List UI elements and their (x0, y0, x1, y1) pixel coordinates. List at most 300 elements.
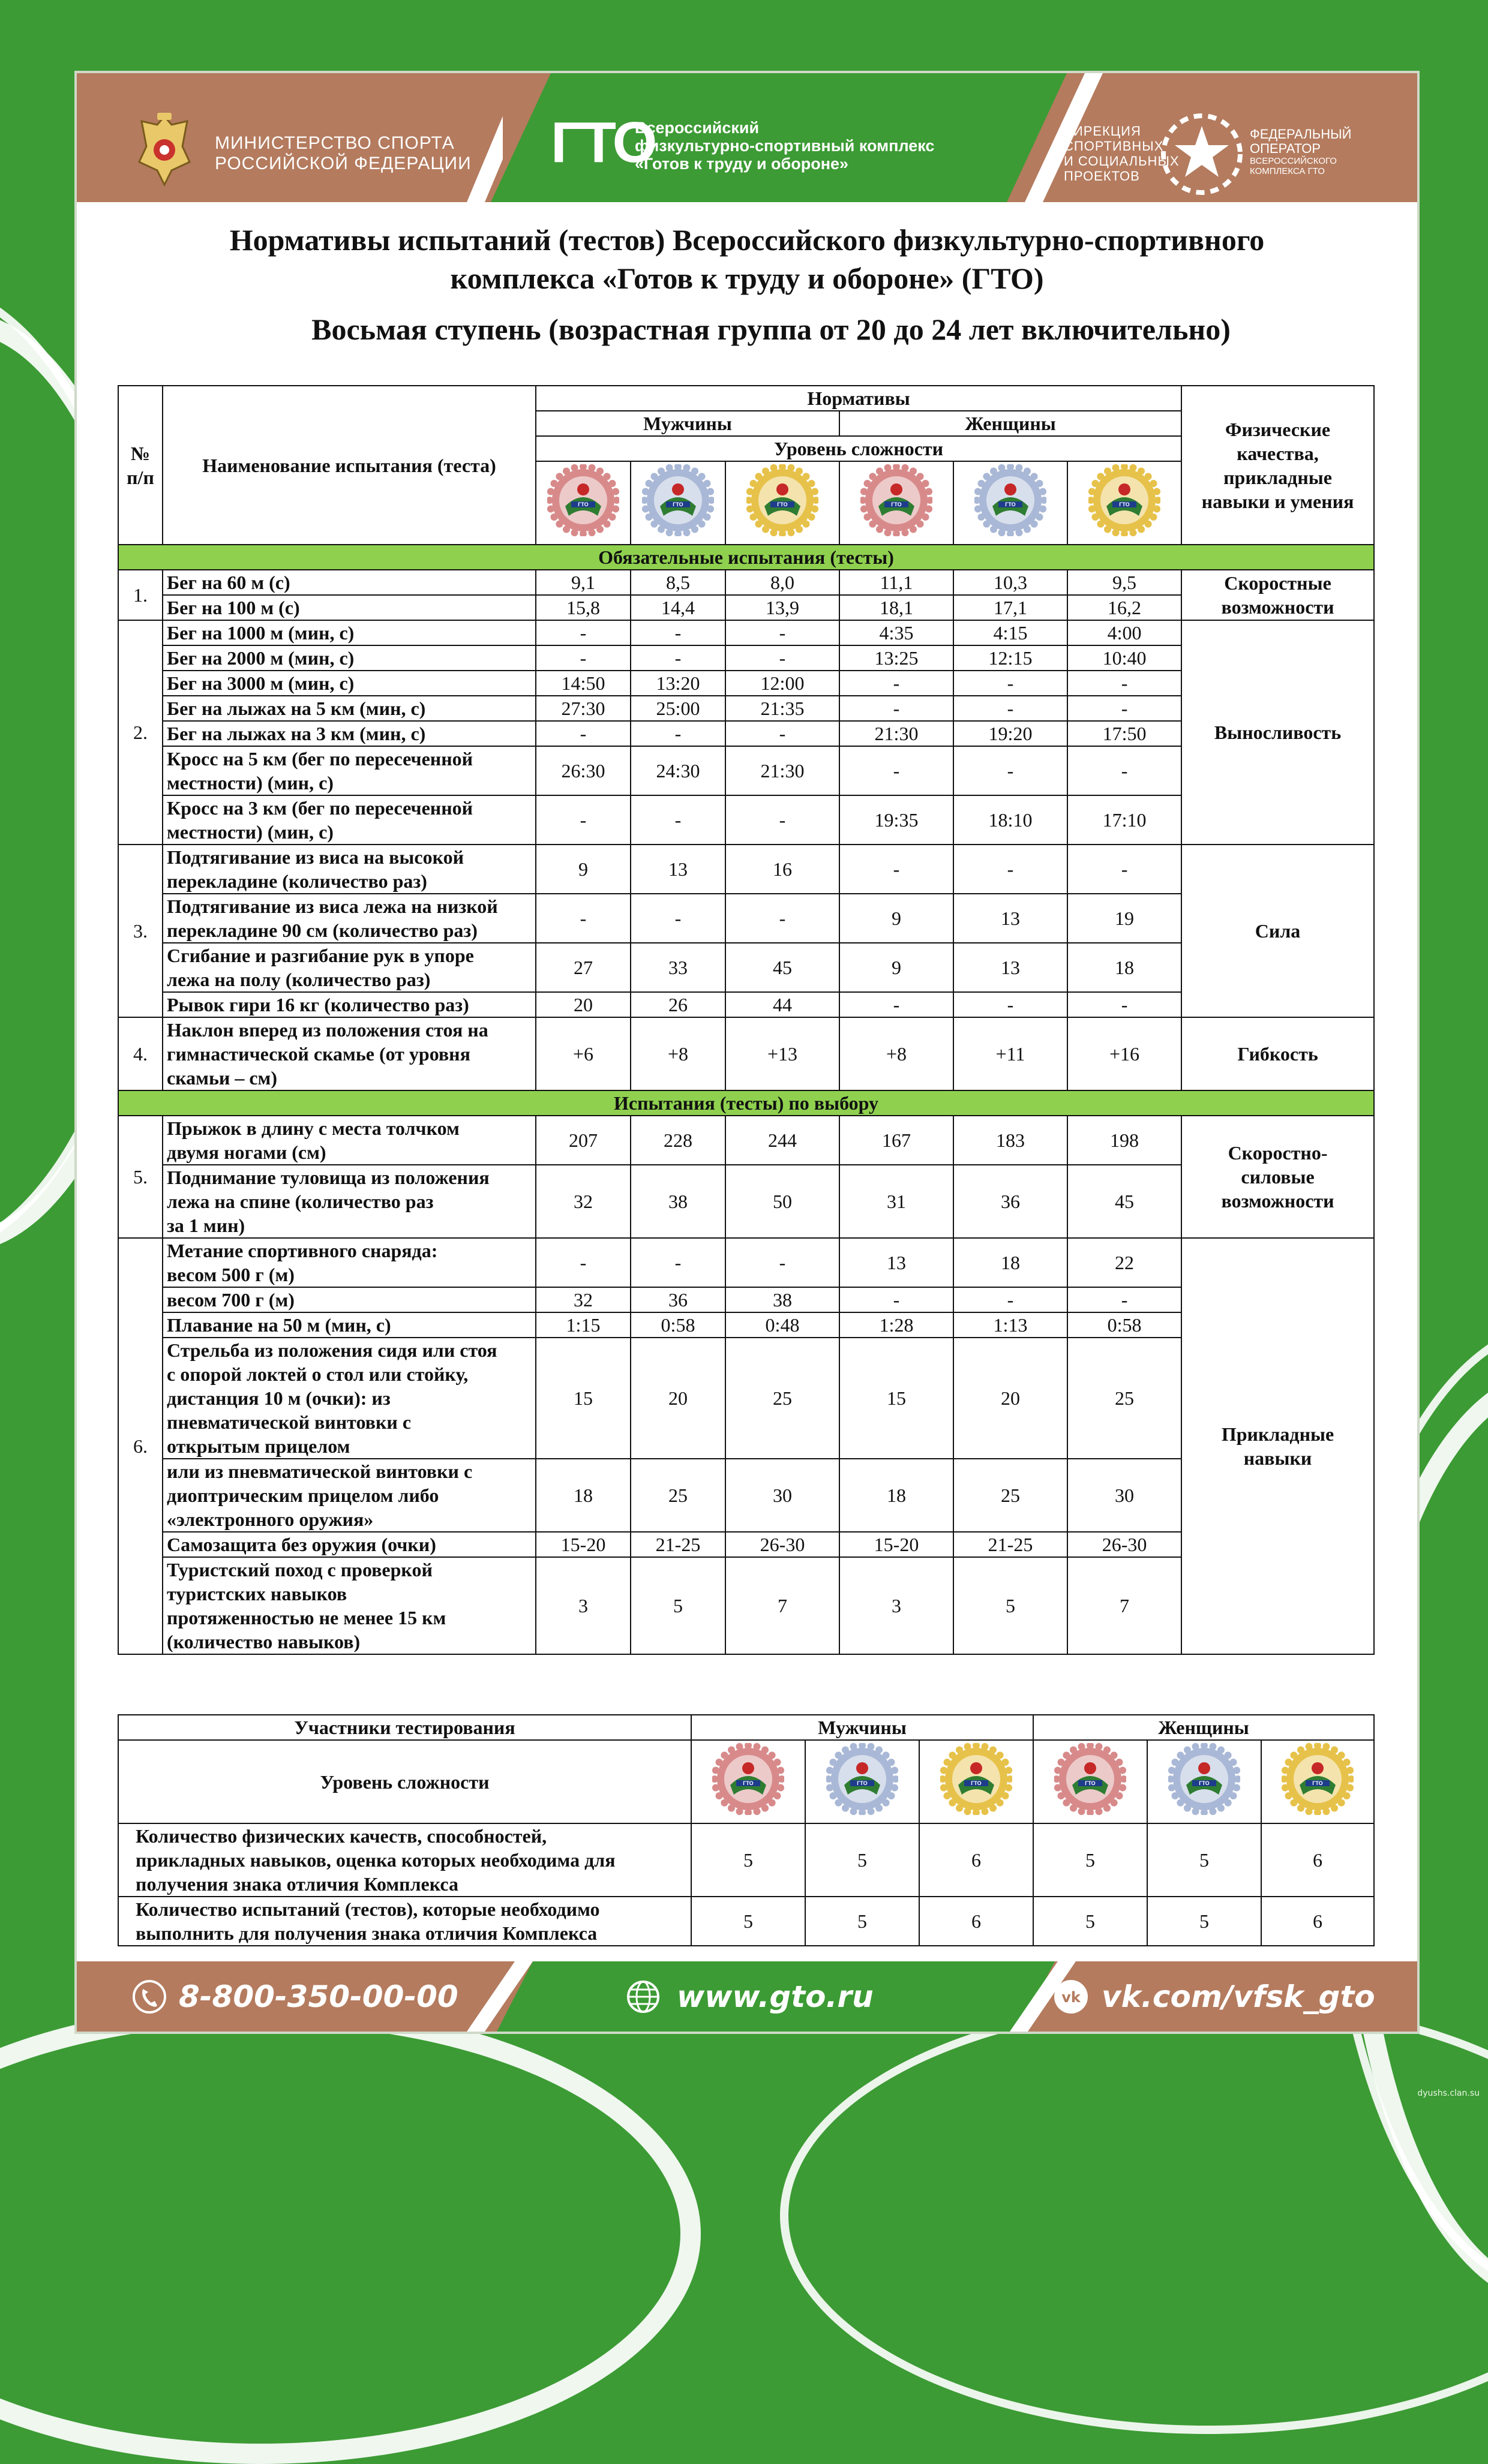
summary-badge-cell (919, 1740, 1033, 1823)
norm-value: - (536, 894, 631, 943)
title-line: комплекса «Готов к труду и обороне» (ГТО) (450, 262, 1044, 295)
test-name-line: перекладине (количество раз) (167, 870, 427, 892)
header-women: Женщины (839, 411, 1181, 436)
summary-label (118, 1823, 691, 1897)
header-stripe (467, 73, 503, 202)
summary-badge-cell (805, 1740, 919, 1823)
norm-value: 26-30 (1067, 1532, 1181, 1557)
test-name-line: Сгибание и разгибание рук в упоре (167, 945, 474, 966)
test-name-line: за 1 мин) (167, 1215, 245, 1236)
header-level: Уровень сложности (536, 436, 1181, 461)
norm-value: 9,5 (1067, 570, 1181, 595)
norm-value: 17:10 (1067, 795, 1181, 845)
test-name (163, 595, 536, 620)
section-row (118, 545, 1374, 570)
svg-text:ГТО: ГТО (673, 501, 683, 507)
bronze-badge-icon (1054, 1743, 1126, 1815)
norm-value: 21-25 (631, 1532, 725, 1557)
norm-value: 13 (953, 894, 1067, 943)
summary-label-line: прикладных навыков, оценка которых необходима для (136, 1849, 616, 1871)
header-qualities (1181, 386, 1374, 545)
watermark: dyushs.clan.su (1417, 2089, 1480, 2098)
test-name (163, 992, 536, 1017)
bronze-badge-icon (860, 464, 932, 536)
svg-text:ГТО: ГТО (971, 1780, 982, 1786)
gold-badge-icon (1088, 464, 1160, 536)
quality-cell (1181, 1017, 1374, 1090)
summary-value: 6 (1261, 1897, 1374, 1946)
test-name-line: весом 500 г (м) (167, 1264, 295, 1285)
norm-value: 0:58 (1067, 1312, 1181, 1338)
silver-badge-icon (974, 464, 1046, 536)
header-qualities-line: навыки и умения (1201, 490, 1354, 512)
row-number: 1. (118, 570, 163, 620)
test-name-line: Бег на 1000 м (мин, с) (167, 622, 355, 644)
norm-value: - (631, 894, 725, 943)
norm-value: 4:35 (839, 620, 953, 645)
quality-cell-line: возможности (1221, 1190, 1334, 1212)
table-body (118, 545, 1374, 1654)
norm-value: 26 (631, 992, 725, 1017)
summary-label-line: Количество испытаний (тестов), которые необходимо (136, 1898, 600, 1920)
test-name-line: перекладине 90 см (количество раз) (167, 920, 478, 941)
norm-value: 19:35 (839, 795, 953, 845)
table-header (118, 386, 1374, 545)
norm-value: 38 (631, 1165, 725, 1238)
summary-badge-cell (691, 1740, 805, 1823)
test-name (163, 1017, 536, 1090)
norm-value: - (1067, 696, 1181, 721)
test-name-line: открытым прицелом (167, 1435, 350, 1457)
norm-value: - (631, 645, 725, 671)
row-number: 4. (118, 1017, 163, 1090)
norm-value: 10:40 (1067, 645, 1181, 671)
badge-cell (839, 461, 953, 545)
quality-cell-line: Гибкость (1237, 1043, 1318, 1065)
test-name-line: с опорой локтей о стол или стойку, (167, 1363, 469, 1385)
norm-value: +6 (536, 1017, 631, 1090)
summary-table (118, 1714, 1375, 1946)
test-name-line: Стрельба из положения сидя или стоя (167, 1339, 497, 1361)
norm-value: 9,1 (536, 570, 631, 595)
quality-cell-line: возможности (1221, 596, 1334, 618)
quality-cell-line: силовые (1241, 1166, 1315, 1188)
test-name-line: Кросс на 3 км (бег по пересеченной (167, 797, 473, 819)
ministry-line: РОССИЙСКОЙ ФЕДЕРАЦИИ (215, 154, 472, 173)
header-men: Мужчины (536, 411, 839, 436)
norm-value: 25 (725, 1338, 839, 1459)
norm-value: - (725, 1238, 839, 1287)
norm-value: - (631, 721, 725, 746)
test-name-line: «электронного оружия» (167, 1509, 374, 1530)
footer-site[interactable]: www.gto.ru (677, 1979, 874, 2014)
silver-badge-icon (826, 1743, 898, 1815)
norm-value: 183 (953, 1116, 1067, 1165)
test-name (163, 645, 536, 671)
norm-value: - (631, 1238, 725, 1287)
norm-value: 17,1 (953, 595, 1067, 620)
header-norms: Нормативы (536, 386, 1181, 411)
operator-line: ОПЕРАТОР (1250, 141, 1321, 156)
header-qualities-line: качества, (1237, 442, 1319, 464)
summary-value: 5 (691, 1823, 805, 1897)
test-name-line: двумя ногами (см) (167, 1141, 326, 1163)
quality-cell-line: Выносливость (1214, 722, 1342, 743)
norm-value: 26-30 (725, 1532, 839, 1557)
norm-value: 38 (725, 1287, 839, 1312)
norm-value: +16 (1067, 1017, 1181, 1090)
norm-value: 3 (839, 1557, 953, 1654)
norm-value: - (953, 696, 1067, 721)
norm-value: - (725, 620, 839, 645)
norm-value: 18 (536, 1459, 631, 1532)
svg-text:ГТО: ГТО (857, 1780, 868, 1786)
svg-text:vk: vk (1061, 1989, 1081, 2006)
test-name-line: диоптрическим прицелом либо (167, 1485, 439, 1506)
norm-value: 13:20 (631, 671, 725, 696)
norm-value: - (725, 645, 839, 671)
page-title (77, 221, 1417, 298)
norm-value: 22 (1067, 1238, 1181, 1287)
norm-value: - (1067, 671, 1181, 696)
test-name-line: Бег на 100 м (с) (167, 597, 300, 618)
summary-badge-row (118, 1740, 1374, 1823)
header-num (118, 386, 163, 545)
test-name (163, 620, 536, 645)
test-name-line: туристских навыков (167, 1583, 347, 1604)
summary-value: 5 (691, 1897, 805, 1946)
complex-line: «Готов к труду и обороне» (635, 155, 849, 173)
norm-value: 4:15 (953, 620, 1067, 645)
norm-value: - (839, 746, 953, 795)
norm-value: 20 (953, 1338, 1067, 1459)
test-name-line: или из пневматической винтовки с (167, 1461, 473, 1482)
norm-value: 228 (631, 1116, 725, 1165)
test-name (163, 696, 536, 721)
test-name-line: Бег на лыжах на 5 км (мин, с) (167, 698, 426, 719)
test-name-line: весом 700 г (м) (167, 1289, 295, 1311)
norm-value: 15,8 (536, 595, 631, 620)
norm-value: - (1067, 1287, 1181, 1312)
test-name (163, 1459, 536, 1532)
quality-cell-line: Скоростные (1224, 572, 1331, 594)
quality-cell-line: навыки (1243, 1447, 1312, 1469)
norm-value: 20 (536, 992, 631, 1017)
badge-cell (1067, 461, 1181, 545)
gold-badge-icon (940, 1743, 1012, 1815)
operator-line: ВСЕРОССИЙСКОГО (1250, 156, 1337, 166)
summary-level: Уровень сложности (118, 1740, 691, 1823)
footer-band (77, 1961, 1417, 2032)
header-num-line: № (130, 442, 151, 464)
norm-value: - (839, 992, 953, 1017)
quality-cell (1181, 1116, 1374, 1238)
gto-logo: ГТО (551, 110, 655, 175)
quality-cell-line: Скоростно- (1228, 1142, 1328, 1164)
norm-value: 24:30 (631, 746, 725, 795)
test-name (163, 1338, 536, 1459)
norm-value: 9 (839, 943, 953, 992)
norm-value: - (839, 1287, 953, 1312)
test-name-line: местности) (мин, с) (167, 821, 334, 843)
summary-value: 5 (1033, 1897, 1147, 1946)
summary-label-line: получения знака отличия Комплекса (136, 1873, 458, 1895)
norm-value: - (536, 795, 631, 845)
globe-icon (626, 1979, 661, 2014)
test-name-line: лежа на спине (количество раз (167, 1191, 434, 1212)
summary-label-line: Количество физических качеств, способностей, (136, 1825, 547, 1847)
test-name (163, 894, 536, 943)
test-name (163, 1557, 536, 1654)
norm-value: 9 (839, 894, 953, 943)
test-name-line: Туристский поход с проверкой (167, 1559, 433, 1580)
header-name: Наименование испытания (теста) (163, 386, 536, 545)
bronze-badge-icon (547, 464, 619, 536)
norm-value: - (1067, 746, 1181, 795)
quality-cell (1181, 570, 1374, 620)
page-subtitle: Восьмая ступень (возрастная группа от 20 до 24 лет включительно) (311, 312, 1231, 346)
footer-phone[interactable]: 8-800-350-00-00 (179, 1979, 458, 2014)
summary-row (118, 1823, 1374, 1897)
norm-value: 0:58 (631, 1312, 725, 1338)
norm-value: 3 (536, 1557, 631, 1654)
star-emblem-icon (1157, 109, 1247, 199)
norm-value: - (725, 894, 839, 943)
test-name (163, 795, 536, 845)
norm-value: 13 (953, 943, 1067, 992)
test-name-line: Плавание на 50 м (мин, с) (167, 1314, 391, 1336)
norm-value: 21:35 (725, 696, 839, 721)
norm-value: - (839, 696, 953, 721)
norm-value: 0:48 (725, 1312, 839, 1338)
table-row (118, 1116, 1374, 1165)
norm-value: 18:10 (953, 795, 1067, 845)
svg-text:ГТО: ГТО (1005, 501, 1016, 507)
summary-participants: Участники тестирования (118, 1715, 691, 1740)
test-name-line: Подтягивание из виса на высокой (167, 846, 464, 868)
table-row (118, 620, 1374, 645)
norm-value: 25 (1067, 1338, 1181, 1459)
test-name-line: Поднимание туловища из положения (167, 1167, 490, 1188)
norm-value: 7 (1067, 1557, 1181, 1654)
coat-of-arms-icon (136, 110, 193, 188)
test-name-line: Бег на 60 м (с) (167, 572, 290, 593)
norm-value: - (536, 620, 631, 645)
silver-badge-icon (1168, 1743, 1240, 1815)
test-name-line: Бег на 2000 м (мин, с) (167, 647, 355, 669)
direction-line: ДИРЕКЦИЯ (1064, 124, 1141, 139)
test-name-line: Прыжок в длину с места толчком (167, 1117, 460, 1139)
norm-value: 45 (725, 943, 839, 992)
test-name-line: Подтягивание из виса лежа на низкой (167, 896, 498, 917)
norm-value: 27 (536, 943, 631, 992)
norm-value: 32 (536, 1287, 631, 1312)
test-name-line: дистанция 10 м (очки): из (167, 1387, 391, 1409)
test-name (163, 943, 536, 992)
norm-value: - (953, 992, 1067, 1017)
norm-value: 11,1 (839, 570, 953, 595)
svg-text:ГТО: ГТО (777, 501, 788, 507)
norm-value: 20 (631, 1338, 725, 1459)
summary-value: 6 (919, 1897, 1033, 1946)
ministry-name (215, 133, 472, 174)
test-name (163, 845, 536, 894)
norm-value: 7 (725, 1557, 839, 1654)
norm-value: - (536, 1238, 631, 1287)
table-row (118, 1238, 1374, 1287)
svg-text:ГТО: ГТО (1312, 1780, 1323, 1786)
norm-value: 207 (536, 1116, 631, 1165)
bronze-badge-icon (712, 1743, 784, 1815)
norm-value: 36 (631, 1287, 725, 1312)
test-name (163, 1287, 536, 1312)
silver-badge-icon (642, 464, 714, 536)
row-number: 3. (118, 845, 163, 1017)
complex-line: Всероссийский (635, 119, 760, 137)
table-row (118, 1017, 1374, 1090)
test-name-line: Рывок гири 16 кг (количество раз) (167, 994, 469, 1015)
norm-value: 10,3 (953, 570, 1067, 595)
norm-value: 8,0 (725, 570, 839, 595)
test-name (163, 1165, 536, 1238)
svg-text:ГТО: ГТО (578, 501, 589, 507)
norm-value: 9 (536, 845, 631, 894)
norm-value: 15-20 (839, 1532, 953, 1557)
table-row (118, 570, 1374, 595)
svg-text:ГТО: ГТО (1199, 1780, 1210, 1786)
summary-women: Женщины (1033, 1715, 1374, 1740)
summary-value: 6 (1261, 1823, 1374, 1897)
norm-value: 8,5 (631, 570, 725, 595)
operator-line: ФЕДЕРАЛЬНЫЙ (1250, 127, 1352, 142)
gold-badge-icon (746, 464, 818, 536)
norm-value: 21:30 (725, 746, 839, 795)
test-name (163, 746, 536, 795)
norm-value: 25:00 (631, 696, 725, 721)
norm-value: 13:25 (839, 645, 953, 671)
badge-cell (536, 461, 631, 545)
norm-value: 21-25 (953, 1532, 1067, 1557)
norm-value: +11 (953, 1017, 1067, 1090)
test-name (163, 570, 536, 595)
svg-text:ГТО: ГТО (1085, 1780, 1096, 1786)
norm-value: 13,9 (725, 595, 839, 620)
norm-value: 17:50 (1067, 721, 1181, 746)
norm-value: 50 (725, 1165, 839, 1238)
norm-value: 15 (536, 1338, 631, 1459)
norm-value: - (536, 721, 631, 746)
direction-line: ПРОЕКТОВ (1064, 169, 1140, 184)
row-number: 5. (118, 1116, 163, 1238)
summary-value: 5 (805, 1823, 919, 1897)
test-name-line: Наклон вперед из положения стоя на (167, 1019, 488, 1041)
norm-value: 18 (953, 1238, 1067, 1287)
operator-name (1250, 127, 1351, 176)
norm-value: - (953, 1287, 1067, 1312)
gold-badge-icon (1282, 1743, 1354, 1815)
norm-value: - (631, 620, 725, 645)
title-line: Нормативы испытаний (тестов) Всероссийского физкультурно-спортивного (229, 223, 1265, 257)
test-name (163, 1532, 536, 1557)
test-name-line: Кросс на 5 км (бег по пересеченной (167, 748, 473, 770)
norm-value: +13 (725, 1017, 839, 1090)
norm-value: - (839, 671, 953, 696)
test-name-line: местности) (мин, с) (167, 772, 334, 794)
complex-line: физкультурно-спортивный комплекс (635, 137, 935, 155)
poster (77, 73, 1417, 2032)
test-name-line: Бег на лыжах на 3 км (мин, с) (167, 723, 426, 744)
test-name (163, 721, 536, 746)
svg-text:ГТО: ГТО (1119, 501, 1130, 507)
badge-cell (631, 461, 725, 545)
test-name-line: (количество навыков) (167, 1631, 361, 1652)
test-name-line: гимнастической скамье (от уровня (167, 1043, 470, 1065)
summary-badge-cell (1261, 1740, 1374, 1823)
norm-value: - (725, 721, 839, 746)
norm-value: 13 (631, 845, 725, 894)
norm-value: 14:50 (536, 671, 631, 696)
summary-body (118, 1715, 1374, 1946)
operator-line: КОМПЛЕКСА ГТО (1250, 166, 1325, 176)
norm-value: 198 (1067, 1116, 1181, 1165)
norm-value: 25 (953, 1459, 1067, 1532)
norm-value: 5 (631, 1557, 725, 1654)
summary-value: 5 (1147, 1897, 1261, 1946)
norm-value: 16 (725, 845, 839, 894)
test-name (163, 1238, 536, 1287)
complex-name (635, 119, 934, 173)
norm-value: 15 (839, 1338, 953, 1459)
test-name-line: лежа на полу (количество раз) (167, 969, 431, 990)
section-row (118, 1090, 1374, 1116)
norm-value: 32 (536, 1165, 631, 1238)
test-name-line: Бег на 3000 м (мин, с) (167, 672, 355, 694)
norms-table (118, 385, 1375, 1655)
norm-value: 19 (1067, 894, 1181, 943)
svg-text:ГТО: ГТО (891, 501, 902, 507)
footer-vk[interactable]: vk.com/vfsk_gto (1102, 1979, 1375, 2014)
test-name (163, 1116, 536, 1165)
test-name-line: скамьи – см) (167, 1067, 277, 1089)
norm-value: 26:30 (536, 746, 631, 795)
quality-cell-line: Сила (1255, 920, 1301, 942)
summary-badge-cell (1033, 1740, 1147, 1823)
norm-value: - (953, 671, 1067, 696)
test-name-line: пневматической винтовки с (167, 1411, 412, 1433)
table-row (118, 845, 1374, 894)
norm-value: - (953, 746, 1067, 795)
summary-row (118, 1897, 1374, 1946)
norm-value: 30 (725, 1459, 839, 1532)
norm-value: 16,2 (1067, 595, 1181, 620)
norm-value: 21:30 (839, 721, 953, 746)
svg-text:ГТО: ГТО (743, 1780, 754, 1786)
norm-value: 12:00 (725, 671, 839, 696)
norm-value: 244 (725, 1116, 839, 1165)
norm-value: 36 (953, 1165, 1067, 1238)
test-name-line: протяженностью не менее 15 км (167, 1607, 446, 1628)
summary-label (118, 1897, 691, 1946)
quality-cell (1181, 1238, 1374, 1654)
direction-line: И СОЦИАЛЬНЫХ (1064, 154, 1180, 169)
summary-label-line: выполнить для получения знака отличия Комплекса (136, 1922, 598, 1944)
norm-value: - (839, 845, 953, 894)
norm-value: 167 (839, 1116, 953, 1165)
norm-value: 18 (839, 1459, 953, 1532)
norm-value: - (1067, 992, 1181, 1017)
norm-value: 14,4 (631, 595, 725, 620)
norm-value: +8 (631, 1017, 725, 1090)
